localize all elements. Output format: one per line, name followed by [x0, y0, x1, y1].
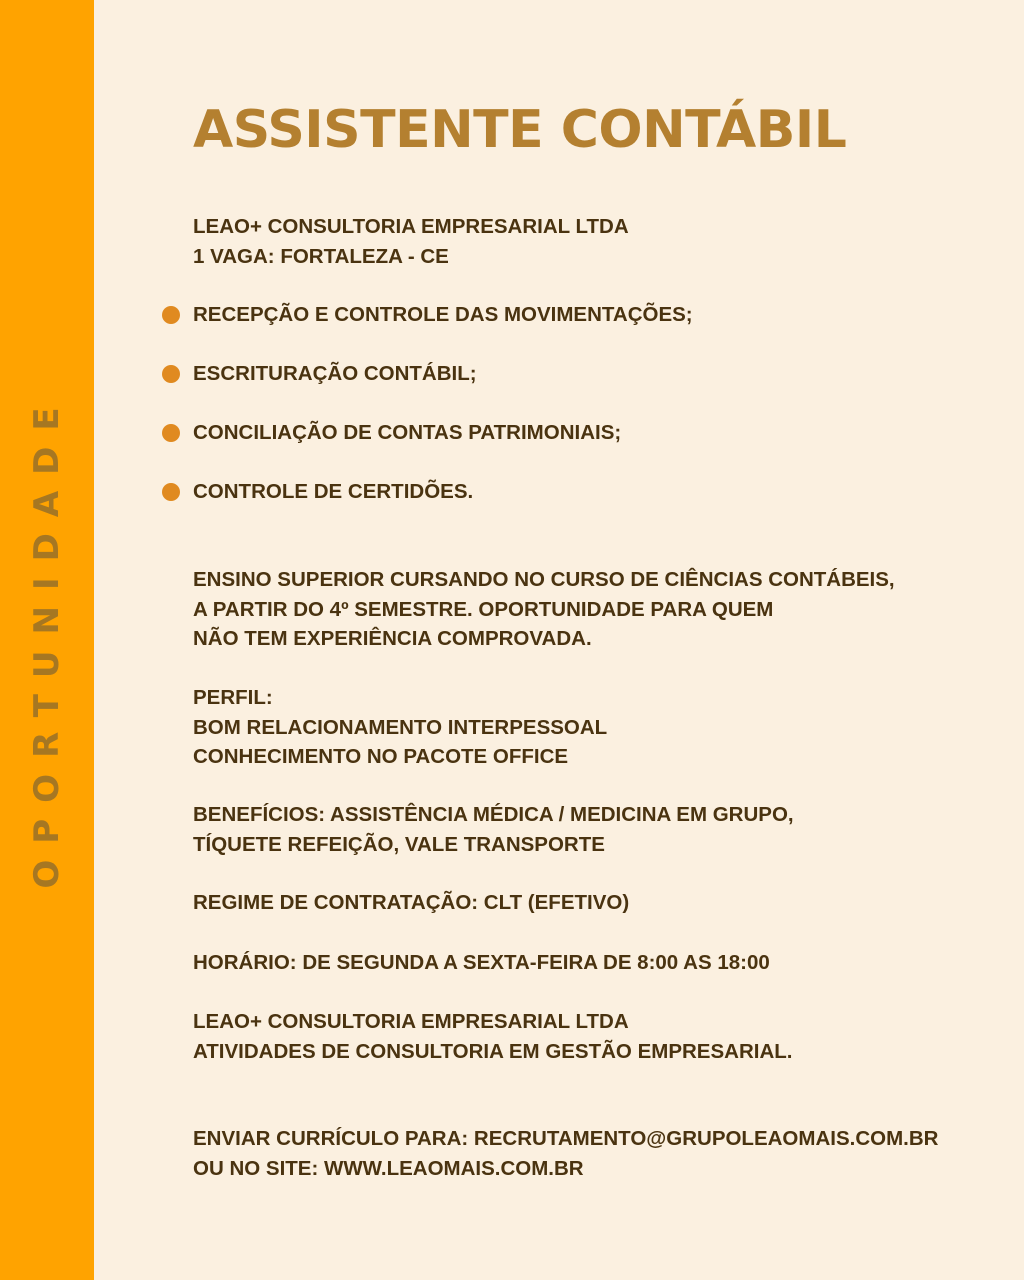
duty-item: CONCILIAÇÃO DE CONTAS PATRIMONIAIS; — [193, 421, 622, 444]
education-line: NÃO TEM EXPERIÊNCIA COMPROVADA. — [193, 627, 592, 650]
regime-line: REGIME DE CONTRATAÇÃO: CLT (EFETIVO) — [193, 891, 630, 914]
duty-item: ESCRITURAÇÃO CONTÁBIL; — [193, 362, 477, 385]
company-block — [193, 212, 629, 271]
duty-item: CONTROLE DE CERTIDÕES. — [193, 480, 474, 503]
side-label: OPORTUNIDADE — [27, 391, 67, 889]
benefits-block — [193, 800, 794, 859]
profile-block — [193, 683, 607, 772]
job-title: ASSISTENTE CONTÁBIL — [193, 100, 847, 160]
profile-heading: PERFIL: — [193, 686, 273, 709]
education-block — [193, 565, 895, 654]
schedule-line: HORÁRIO: DE SEGUNDA A SEXTA-FEIRA DE 8:00 AS 18:00 — [193, 951, 770, 974]
bullet-icon — [162, 483, 180, 501]
company-name: LEAO+ CONSULTORIA EMPRESARIAL LTDA — [193, 215, 629, 238]
benefits-line: TÍQUETE REFEIÇÃO, VALE TRANSPORTE — [193, 832, 605, 856]
benefits-line: BENEFÍCIOS: ASSISTÊNCIA MÉDICA / MEDICINA EM GRUPO, — [193, 803, 794, 826]
side-band — [0, 0, 94, 1280]
bullet-icon — [162, 365, 180, 383]
about-activity: ATIVIDADES DE CONSULTORIA EM GESTÃO EMPRESARIAL. — [193, 1039, 793, 1063]
about-block — [193, 1007, 792, 1066]
bullet-icon — [162, 306, 180, 324]
contact-block — [193, 1124, 938, 1183]
bullet-icon — [162, 424, 180, 442]
profile-item: BOM RELACIONAMENTO INTERPESSOAL — [193, 715, 608, 739]
profile-item: CONHECIMENTO NO PACOTE OFFICE — [193, 745, 569, 768]
vacancy-info: 1 VAGA: FORTALEZA - CE — [193, 244, 449, 268]
education-line: A PARTIR DO 4º SEMESTRE. OPORTUNIDADE PARA QUEM — [193, 597, 774, 621]
education-line: ENSINO SUPERIOR CURSANDO NO CURSO DE CIÊNCIAS CONTÁBEIS, — [193, 568, 895, 591]
contact-site: OU NO SITE: WWW.LEAOMAIS.COM.BR — [193, 1156, 584, 1180]
duty-item: RECEPÇÃO E CONTROLE DAS MOVIMENTAÇÕES; — [193, 303, 693, 326]
contact-email: ENVIAR CURRÍCULO PARA: RECRUTAMENTO@GRUPOLEAOMAIS.COM.BR — [193, 1127, 939, 1150]
about-company: LEAO+ CONSULTORIA EMPRESARIAL LTDA — [193, 1010, 629, 1033]
